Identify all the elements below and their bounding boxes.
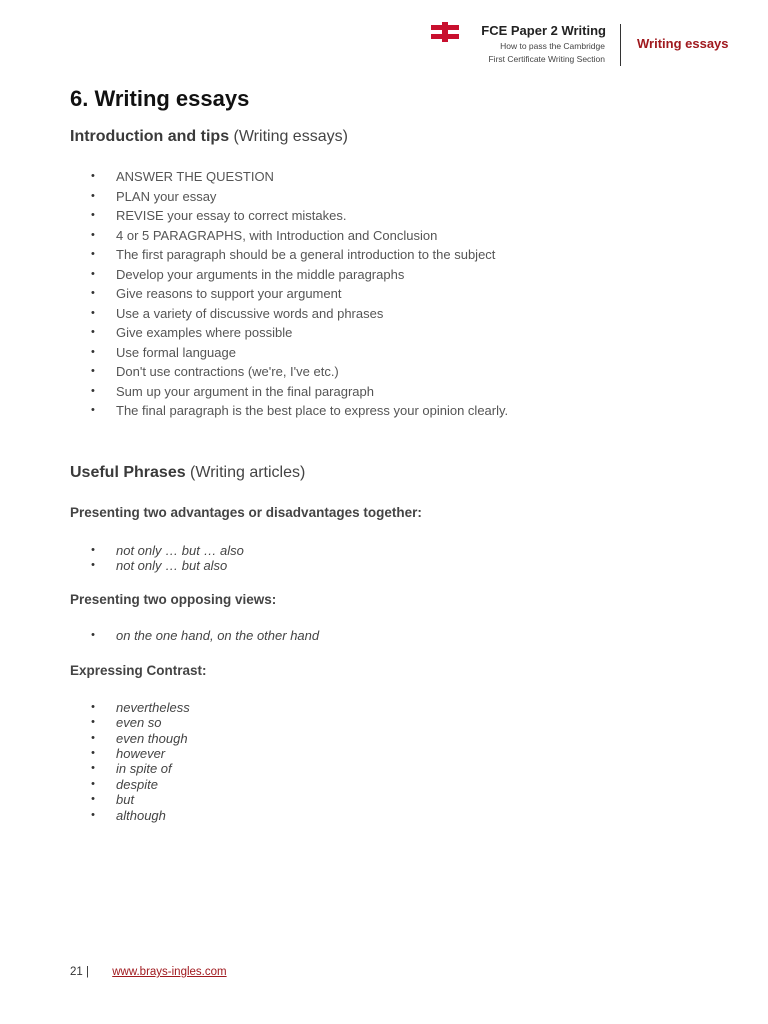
phrase-item: • nevertheless (70, 700, 730, 715)
phrase-item: • in spite of (70, 761, 730, 776)
phrase-item: • although (70, 808, 730, 823)
flag-logo-icon (431, 25, 459, 39)
phrase-group-heading: Expressing Contrast: (70, 662, 207, 678)
tip-item: • Don't use contractions (we're, I've etc.) (70, 362, 730, 382)
header-subtitle-2: First Certificate Writing Section (488, 54, 605, 64)
phrase-group-heading: Presenting two opposing views: (70, 592, 277, 608)
phrase-item: • even though (70, 731, 730, 746)
tip-item: • Use a variety of discussive words and phrases (70, 304, 730, 324)
phrase-item: • on the one hand, on the other hand (70, 628, 730, 643)
tip-item: • Sum up your argument in the final paragraph (70, 382, 730, 402)
phrase-item: • not only … but … also (70, 543, 730, 558)
intro-heading-bold: Introduction and tips (70, 128, 230, 145)
phrase-item: • even so (70, 715, 730, 730)
tip-item: • Give examples where possible (70, 323, 730, 343)
phrase-groups (70, 504, 730, 823)
tip-item: • Use formal language (70, 343, 730, 363)
footer-separator: | (86, 966, 89, 978)
page-header (0, 22, 768, 68)
tip-item: • Give reasons to support your argument (70, 284, 730, 304)
tip-item: • REVISE your essay to correct mistakes. (70, 206, 730, 226)
tip-item: • 4 or 5 PARAGRAPHS, with Introduction and Conclusion (70, 226, 730, 246)
phrase-group-heading: Presenting two advantages or disadvantages together: (70, 504, 422, 520)
phrases-heading-bold: Useful Phrases (70, 463, 186, 481)
phrase-list (70, 700, 730, 823)
tip-item: • ANSWER THE QUESTION (70, 167, 730, 187)
phrase-list (70, 628, 730, 643)
phrase-item: • not only … but also (70, 558, 730, 573)
intro-heading (70, 126, 730, 148)
phrase-item: • but (70, 792, 730, 807)
page-title: 6. Writing essays (70, 86, 250, 111)
phrase-list (70, 543, 730, 574)
page-footer (70, 966, 227, 978)
tip-item: • PLAN your essay (70, 187, 730, 207)
website-link[interactable]: www.brays-ingles.com (112, 966, 227, 978)
tip-item: • Develop your arguments in the middle paragraphs (70, 265, 730, 285)
tip-item: • The final paragraph is the best place to express your opinion clearly. (70, 401, 730, 421)
header-title: FCE Paper 2 Writing (481, 23, 606, 38)
intro-heading-rest: (Writing essays) (229, 128, 348, 145)
header-divider (620, 24, 621, 66)
phrase-item: • however (70, 746, 730, 761)
phrases-heading-rest: (Writing articles) (185, 463, 306, 481)
page-content (70, 84, 730, 823)
phrase-item: • despite (70, 777, 730, 792)
tips-list (70, 167, 730, 421)
header-subtitle-1: How to pass the Cambridge (500, 41, 605, 51)
page-number: 21 (70, 966, 83, 978)
tip-item: • The first paragraph should be a general introduction to the subject (70, 245, 730, 265)
header-section-title: Writing essays (637, 36, 729, 51)
phrases-heading (70, 462, 730, 484)
